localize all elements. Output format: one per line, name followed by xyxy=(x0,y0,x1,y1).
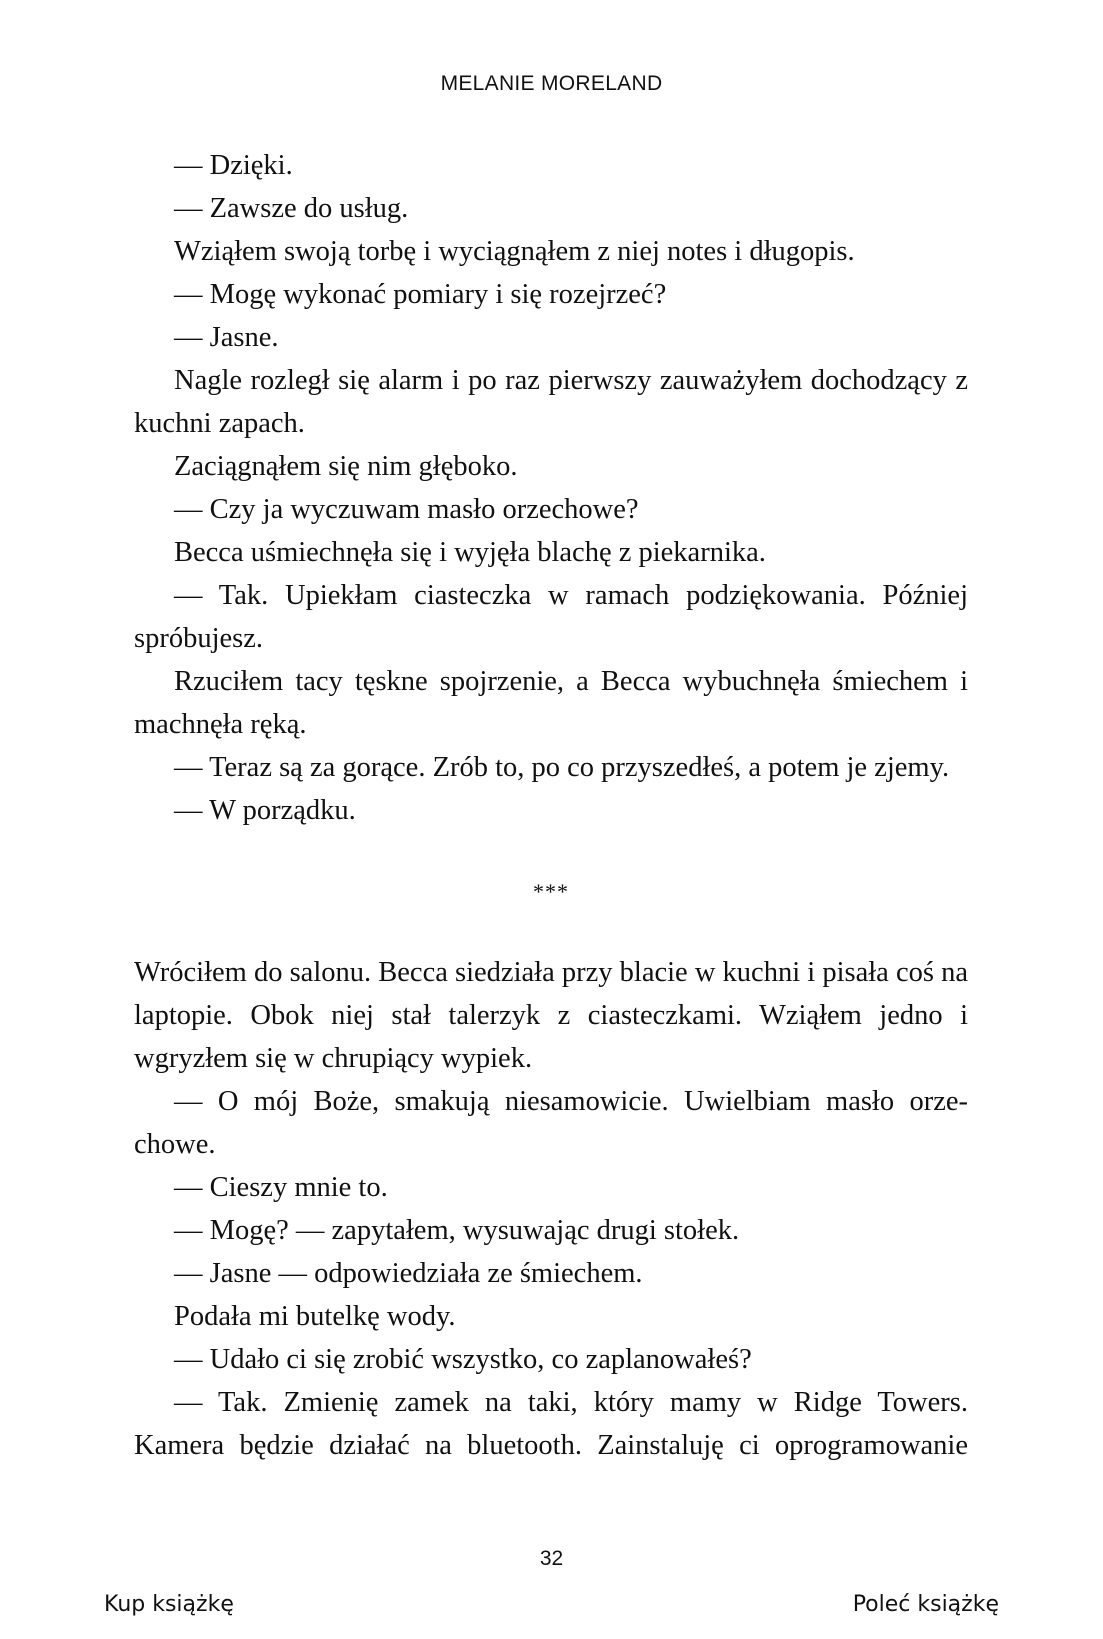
paragraph: — Mogę wykonać pomiary i się rozejrzeć? xyxy=(174,279,667,310)
paragraph: Podała mi butelkę wody. xyxy=(174,1301,456,1332)
paragraph: Wróciłem do salonu. Becca siedziała przy blacie w kuchni i pisała coś na laptopie. Obok niej stał talerzyk z ciasteczkami. Wziąłem jedno i wgryzłem się w chrupiący wypiek. xyxy=(134,957,968,1074)
paragraph: Zaciągnąłem się nim głęboko. xyxy=(174,451,518,482)
paragraph: — Mogę? — zapytałem, wysuwając drugi stołek. xyxy=(174,1215,740,1246)
paragraph: Becca uśmiechnęła się i wyjęła blachę z piekarnika. xyxy=(174,537,766,568)
paragraph: — O mój Boże, smakują niesamowicie. Uwielbiam masło orzechowe. xyxy=(134,1086,968,1160)
paragraph: — Udało ci się zrobić wszystko, co zaplanowałeś? xyxy=(174,1344,752,1375)
buy-book-link[interactable]: Kup książkę xyxy=(104,1592,234,1617)
section-part-2 xyxy=(134,951,968,1467)
recommend-book-link[interactable]: Poleć książkę xyxy=(852,1592,999,1617)
paragraph: — Teraz są za gorące. Zrób to, po co przyszedłeś, a potem je zjemy. xyxy=(174,752,950,783)
paragraph: — Zawsze do usług. xyxy=(174,193,409,224)
running-title: MELANIE MORELAND xyxy=(440,72,663,95)
paragraph: Rzuciłem tacy tęskne spojrzenie, a Becca wybuchnęła śmiechem i machnęła ręką. xyxy=(134,666,968,740)
section-separator: *** xyxy=(533,879,569,904)
section-part-1 xyxy=(134,144,968,832)
paragraph: — Tak. Upiekłam ciasteczka w ramach podziękowania. Później spróbujesz. xyxy=(134,580,968,654)
paragraph: Nagle rozległ się alarm i po raz pierwszy zauważyłem dochodzący z kuchni zapach. xyxy=(134,365,968,439)
paragraph: — Tak. Zmienię zamek na taki, który mamy w Ridge Towers. Kamera będzie działać na bluetooth. Zainstaluję ci oprogramowanie xyxy=(134,1387,968,1461)
paragraph: — Jasne — odpowiedziała ze śmiechem. xyxy=(174,1258,643,1289)
paragraph: — Cieszy mnie to. xyxy=(174,1172,388,1203)
paragraph: Wziąłem swoją torbę i wyciągnąłem z niej notes i długopis. xyxy=(174,236,855,267)
running-header xyxy=(0,72,1103,96)
paragraph: — Czy ja wyczuwam masło orzechowe? xyxy=(174,494,639,525)
paragraph: — Dzięki. xyxy=(174,150,293,181)
paragraph: — Jasne. xyxy=(174,322,279,353)
paragraph: — W porządku. xyxy=(174,795,356,826)
page-body xyxy=(134,144,968,1467)
page-number: 32 xyxy=(539,1547,564,1570)
